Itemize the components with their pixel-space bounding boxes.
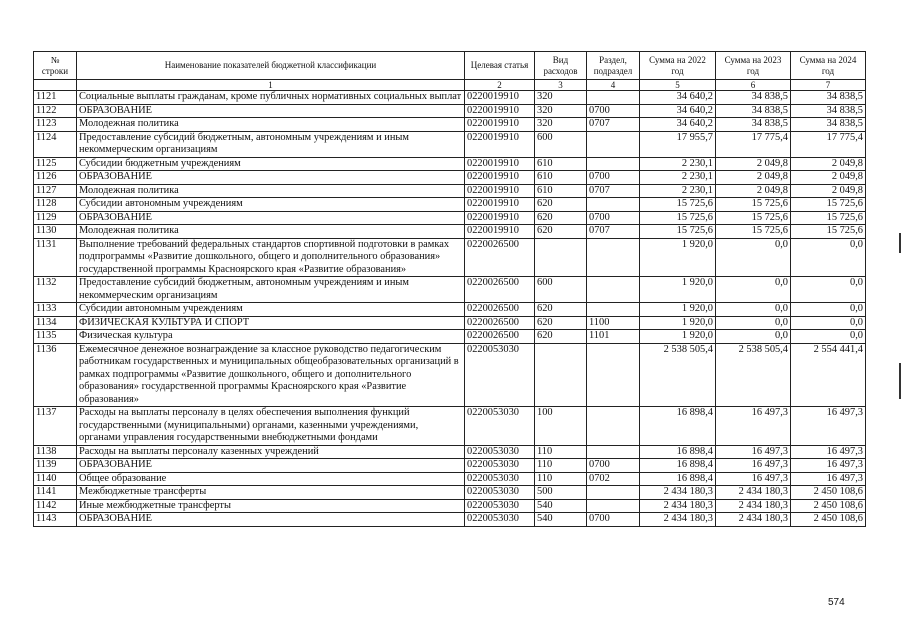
row-sum-2023: 34 838,5 bbox=[716, 91, 791, 105]
row-target-code: 0220026500 bbox=[465, 316, 535, 330]
row-number: 1129 bbox=[34, 211, 77, 225]
row-name: ФИЗИЧЕСКАЯ КУЛЬТУРА И СПОРТ bbox=[77, 316, 465, 330]
row-name: Молодежная политика bbox=[77, 184, 465, 198]
row-section: 0707 bbox=[587, 184, 640, 198]
row-number: 1128 bbox=[34, 198, 77, 212]
row-sum-2023: 0,0 bbox=[716, 238, 791, 277]
row-expense-type: 100 bbox=[535, 407, 587, 446]
header-expense-type: Вид расходов bbox=[535, 52, 587, 80]
row-number: 1140 bbox=[34, 472, 77, 486]
row-sum-2023: 16 497,3 bbox=[716, 459, 791, 473]
colnum-2: 2 bbox=[465, 80, 535, 91]
row-number: 1133 bbox=[34, 303, 77, 317]
row-section: 0702 bbox=[587, 472, 640, 486]
row-number: 1138 bbox=[34, 445, 77, 459]
row-sum-2023: 15 725,6 bbox=[716, 225, 791, 239]
row-sum-2024: 2 450 108,6 bbox=[791, 513, 866, 527]
row-expense-type: 620 bbox=[535, 225, 587, 239]
row-section bbox=[587, 486, 640, 500]
row-target-code: 0220026500 bbox=[465, 277, 535, 303]
row-sum-2023: 16 497,3 bbox=[716, 407, 791, 446]
row-section: 0700 bbox=[587, 104, 640, 118]
header-sum-2024: Сумма на 2024 год bbox=[791, 52, 866, 80]
row-sum-2023: 2 434 180,3 bbox=[716, 513, 791, 527]
row-sum-2022: 34 640,2 bbox=[640, 118, 716, 132]
colnum-1: 1 bbox=[77, 80, 465, 91]
row-sum-2022: 15 725,6 bbox=[640, 211, 716, 225]
row-sum-2022: 15 725,6 bbox=[640, 225, 716, 239]
row-sum-2024: 0,0 bbox=[791, 238, 866, 277]
row-expense-type: 540 bbox=[535, 499, 587, 513]
row-sum-2024: 2 554 441,4 bbox=[791, 343, 866, 407]
row-sum-2022: 1 920,0 bbox=[640, 330, 716, 344]
table-row bbox=[34, 513, 866, 527]
row-sum-2024: 0,0 bbox=[791, 303, 866, 317]
row-expense-type: 110 bbox=[535, 445, 587, 459]
row-number: 1142 bbox=[34, 499, 77, 513]
table-row bbox=[34, 131, 866, 157]
row-sum-2022: 17 955,7 bbox=[640, 131, 716, 157]
row-name: Физическая культура bbox=[77, 330, 465, 344]
row-sum-2024: 16 497,3 bbox=[791, 445, 866, 459]
colnum-3: 3 bbox=[535, 80, 587, 91]
row-sum-2022: 34 640,2 bbox=[640, 104, 716, 118]
row-section: 0700 bbox=[587, 459, 640, 473]
table-row bbox=[34, 157, 866, 171]
table-row bbox=[34, 198, 866, 212]
row-section: 1101 bbox=[587, 330, 640, 344]
colnum-5: 5 bbox=[640, 80, 716, 91]
row-sum-2023: 34 838,5 bbox=[716, 118, 791, 132]
row-section bbox=[587, 499, 640, 513]
row-name: Ежемесячное денежное вознаграждение за классное руководство педагогическим работникам государственных и муниципальных общеобразовательных организаций в рамках подпрограммы «Развитие дошкольного, общего и дополнительного образования» государственной программы Красноярского края «Развитие образования» bbox=[77, 343, 465, 407]
row-name: Социальные выплаты гражданам, кроме публичных нормативных социальных выплат bbox=[77, 91, 465, 105]
row-target-code: 0220053030 bbox=[465, 499, 535, 513]
row-sum-2023: 2 434 180,3 bbox=[716, 486, 791, 500]
row-expense-type: 620 bbox=[535, 303, 587, 317]
row-sum-2024: 34 838,5 bbox=[791, 118, 866, 132]
row-target-code: 0220019910 bbox=[465, 225, 535, 239]
table-row bbox=[34, 407, 866, 446]
row-sum-2024: 15 725,6 bbox=[791, 225, 866, 239]
row-number: 1139 bbox=[34, 459, 77, 473]
budget-table-page bbox=[33, 51, 865, 527]
row-target-code: 0220053030 bbox=[465, 459, 535, 473]
row-sum-2022: 1 920,0 bbox=[640, 303, 716, 317]
row-sum-2024: 0,0 bbox=[791, 277, 866, 303]
row-number: 1127 bbox=[34, 184, 77, 198]
row-section: 0700 bbox=[587, 513, 640, 527]
row-name: Расходы на выплаты персоналу казенных учреждений bbox=[77, 445, 465, 459]
row-sum-2023: 15 725,6 bbox=[716, 211, 791, 225]
row-expense-type: 620 bbox=[535, 330, 587, 344]
row-sum-2023: 15 725,6 bbox=[716, 198, 791, 212]
row-sum-2022: 1 920,0 bbox=[640, 277, 716, 303]
row-name: Выполнение требований федеральных стандартов спортивной подготовки в рамках подпрограммы «Развитие дошкольного, общего и дополнительного образования» государственной программы Красноярского края «Развитие образования» bbox=[77, 238, 465, 277]
row-section: 0700 bbox=[587, 211, 640, 225]
row-expense-type: 610 bbox=[535, 171, 587, 185]
row-sum-2024: 34 838,5 bbox=[791, 91, 866, 105]
row-sum-2022: 2 230,1 bbox=[640, 171, 716, 185]
row-target-code: 0220053030 bbox=[465, 445, 535, 459]
row-section bbox=[587, 407, 640, 446]
row-sum-2023: 17 775,4 bbox=[716, 131, 791, 157]
row-sum-2024: 2 049,8 bbox=[791, 171, 866, 185]
table-row bbox=[34, 330, 866, 344]
row-target-code: 0220026500 bbox=[465, 330, 535, 344]
row-expense-type: 610 bbox=[535, 157, 587, 171]
row-expense-type: 620 bbox=[535, 211, 587, 225]
row-section bbox=[587, 277, 640, 303]
row-target-code: 0220053030 bbox=[465, 472, 535, 486]
row-target-code: 0220019910 bbox=[465, 211, 535, 225]
table-row bbox=[34, 225, 866, 239]
row-expense-type: 600 bbox=[535, 131, 587, 157]
row-sum-2024: 34 838,5 bbox=[791, 104, 866, 118]
row-name: ОБРАЗОВАНИЕ bbox=[77, 104, 465, 118]
row-target-code: 0220019910 bbox=[465, 198, 535, 212]
row-target-code: 0220019910 bbox=[465, 171, 535, 185]
row-sum-2022: 16 898,4 bbox=[640, 459, 716, 473]
row-sum-2022: 16 898,4 bbox=[640, 445, 716, 459]
row-sum-2023: 0,0 bbox=[716, 277, 791, 303]
page-number: 574 bbox=[828, 597, 845, 608]
row-target-code: 0220019910 bbox=[465, 157, 535, 171]
row-number: 1125 bbox=[34, 157, 77, 171]
colnum-0 bbox=[34, 80, 77, 91]
row-name: Молодежная политика bbox=[77, 118, 465, 132]
row-sum-2022: 15 725,6 bbox=[640, 198, 716, 212]
header-section: Раздел, подраздел bbox=[587, 52, 640, 80]
row-name: ОБРАЗОВАНИЕ bbox=[77, 211, 465, 225]
table-row bbox=[34, 486, 866, 500]
row-section: 0700 bbox=[587, 171, 640, 185]
table-header-row bbox=[34, 52, 866, 80]
row-section: 1100 bbox=[587, 316, 640, 330]
row-sum-2022: 2 434 180,3 bbox=[640, 513, 716, 527]
row-section bbox=[587, 445, 640, 459]
row-sum-2024: 2 049,8 bbox=[791, 157, 866, 171]
header-target: Целевая статья bbox=[465, 52, 535, 80]
header-sum-2022: Сумма на 2022 год bbox=[640, 52, 716, 80]
row-expense-type: 110 bbox=[535, 459, 587, 473]
row-name: Иные межбюджетные трансферты bbox=[77, 499, 465, 513]
table-row bbox=[34, 303, 866, 317]
row-expense-type: 320 bbox=[535, 104, 587, 118]
row-sum-2023: 34 838,5 bbox=[716, 104, 791, 118]
row-name: Субсидии автономным учреждениям bbox=[77, 303, 465, 317]
row-expense-type bbox=[535, 343, 587, 407]
row-section bbox=[587, 303, 640, 317]
row-number: 1126 bbox=[34, 171, 77, 185]
row-expense-type: 500 bbox=[535, 486, 587, 500]
table-row bbox=[34, 472, 866, 486]
row-number: 1136 bbox=[34, 343, 77, 407]
row-sum-2024: 0,0 bbox=[791, 330, 866, 344]
row-section: 0707 bbox=[587, 118, 640, 132]
row-expense-type bbox=[535, 238, 587, 277]
row-name: Субсидии бюджетным учреждениям bbox=[77, 157, 465, 171]
row-sum-2024: 2 450 108,6 bbox=[791, 499, 866, 513]
colnum-4: 4 bbox=[587, 80, 640, 91]
row-target-code: 0220019910 bbox=[465, 118, 535, 132]
row-number: 1134 bbox=[34, 316, 77, 330]
table-row bbox=[34, 343, 866, 407]
row-sum-2024: 16 497,3 bbox=[791, 472, 866, 486]
row-expense-type: 620 bbox=[535, 198, 587, 212]
table-row bbox=[34, 238, 866, 277]
row-name: Субсидии автономным учреждениям bbox=[77, 198, 465, 212]
row-section: 0707 bbox=[587, 225, 640, 239]
row-expense-type: 610 bbox=[535, 184, 587, 198]
row-expense-type: 600 bbox=[535, 277, 587, 303]
row-sum-2024: 16 497,3 bbox=[791, 459, 866, 473]
row-sum-2022: 34 640,2 bbox=[640, 91, 716, 105]
row-number: 1137 bbox=[34, 407, 77, 446]
row-name: Расходы на выплаты персоналу в целях обеспечения выполнения функций государственными (муниципальными) органами, казенными учреждениями, органами управления государственными внебюджетными фондами bbox=[77, 407, 465, 446]
table-row bbox=[34, 184, 866, 198]
table-row bbox=[34, 277, 866, 303]
row-target-code: 0220053030 bbox=[465, 343, 535, 407]
row-name: Предоставление субсидий бюджетным, автономным учреждениям и иным некоммерческим организациям bbox=[77, 277, 465, 303]
row-expense-type: 320 bbox=[535, 91, 587, 105]
row-sum-2022: 1 920,0 bbox=[640, 316, 716, 330]
row-section bbox=[587, 131, 640, 157]
row-name: Межбюджетные трансферты bbox=[77, 486, 465, 500]
row-name: ОБРАЗОВАНИЕ bbox=[77, 513, 465, 527]
row-sum-2022: 2 230,1 bbox=[640, 157, 716, 171]
row-sum-2022: 2 434 180,3 bbox=[640, 486, 716, 500]
row-sum-2023: 16 497,3 bbox=[716, 472, 791, 486]
row-section bbox=[587, 157, 640, 171]
row-sum-2024: 2 450 108,6 bbox=[791, 486, 866, 500]
row-target-code: 0220019910 bbox=[465, 104, 535, 118]
table-row bbox=[34, 445, 866, 459]
colnum-6: 6 bbox=[716, 80, 791, 91]
row-sum-2022: 16 898,4 bbox=[640, 472, 716, 486]
row-sum-2024: 2 049,8 bbox=[791, 184, 866, 198]
table-row bbox=[34, 118, 866, 132]
table-row bbox=[34, 104, 866, 118]
header-row-no: № строки bbox=[34, 52, 77, 80]
row-expense-type: 320 bbox=[535, 118, 587, 132]
row-target-code: 0220026500 bbox=[465, 303, 535, 317]
colnum-7: 7 bbox=[791, 80, 866, 91]
table-body bbox=[34, 91, 866, 527]
row-target-code: 0220053030 bbox=[465, 486, 535, 500]
row-name: ОБРАЗОВАНИЕ bbox=[77, 171, 465, 185]
column-number-row bbox=[34, 80, 866, 91]
row-target-code: 0220026500 bbox=[465, 238, 535, 277]
row-target-code: 0220019910 bbox=[465, 131, 535, 157]
table-row bbox=[34, 91, 866, 105]
row-name: Молодежная политика bbox=[77, 225, 465, 239]
table-row bbox=[34, 211, 866, 225]
table-row bbox=[34, 459, 866, 473]
row-sum-2022: 2 434 180,3 bbox=[640, 499, 716, 513]
row-number: 1131 bbox=[34, 238, 77, 277]
row-sum-2023: 0,0 bbox=[716, 303, 791, 317]
row-number: 1123 bbox=[34, 118, 77, 132]
budget-table bbox=[33, 51, 866, 527]
row-expense-type: 540 bbox=[535, 513, 587, 527]
row-target-code: 0220053030 bbox=[465, 407, 535, 446]
row-sum-2024: 16 497,3 bbox=[791, 407, 866, 446]
row-sum-2023: 16 497,3 bbox=[716, 445, 791, 459]
row-target-code: 0220019910 bbox=[465, 184, 535, 198]
row-number: 1143 bbox=[34, 513, 77, 527]
row-number: 1141 bbox=[34, 486, 77, 500]
row-number: 1124 bbox=[34, 131, 77, 157]
row-sum-2022: 2 230,1 bbox=[640, 184, 716, 198]
scan-edge-mark-top bbox=[899, 233, 901, 253]
row-sum-2023: 2 434 180,3 bbox=[716, 499, 791, 513]
table-row bbox=[34, 499, 866, 513]
header-sum-2023: Сумма на 2023 год bbox=[716, 52, 791, 80]
row-sum-2022: 1 920,0 bbox=[640, 238, 716, 277]
row-section bbox=[587, 91, 640, 105]
row-sum-2024: 0,0 bbox=[791, 316, 866, 330]
row-sum-2023: 2 049,8 bbox=[716, 157, 791, 171]
row-number: 1122 bbox=[34, 104, 77, 118]
row-sum-2024: 15 725,6 bbox=[791, 211, 866, 225]
row-section bbox=[587, 238, 640, 277]
row-sum-2023: 0,0 bbox=[716, 316, 791, 330]
row-section bbox=[587, 343, 640, 407]
row-target-code: 0220019910 bbox=[465, 91, 535, 105]
row-name: ОБРАЗОВАНИЕ bbox=[77, 459, 465, 473]
row-name: Предоставление субсидий бюджетным, автономным учреждениям и иным некоммерческим организациям bbox=[77, 131, 465, 157]
row-expense-type: 110 bbox=[535, 472, 587, 486]
row-sum-2024: 15 725,6 bbox=[791, 198, 866, 212]
row-section bbox=[587, 198, 640, 212]
row-sum-2023: 2 049,8 bbox=[716, 171, 791, 185]
row-name: Общее образование bbox=[77, 472, 465, 486]
table-row bbox=[34, 171, 866, 185]
row-number: 1135 bbox=[34, 330, 77, 344]
row-number: 1121 bbox=[34, 91, 77, 105]
row-sum-2023: 2 538 505,4 bbox=[716, 343, 791, 407]
row-sum-2023: 2 049,8 bbox=[716, 184, 791, 198]
scan-edge-mark-bottom bbox=[899, 363, 901, 399]
row-sum-2022: 16 898,4 bbox=[640, 407, 716, 446]
table-row bbox=[34, 316, 866, 330]
row-sum-2022: 2 538 505,4 bbox=[640, 343, 716, 407]
row-sum-2023: 0,0 bbox=[716, 330, 791, 344]
row-sum-2024: 17 775,4 bbox=[791, 131, 866, 157]
row-expense-type: 620 bbox=[535, 316, 587, 330]
row-target-code: 0220053030 bbox=[465, 513, 535, 527]
row-number: 1132 bbox=[34, 277, 77, 303]
row-number: 1130 bbox=[34, 225, 77, 239]
header-name: Наименование показателей бюджетной классификации bbox=[77, 52, 465, 80]
